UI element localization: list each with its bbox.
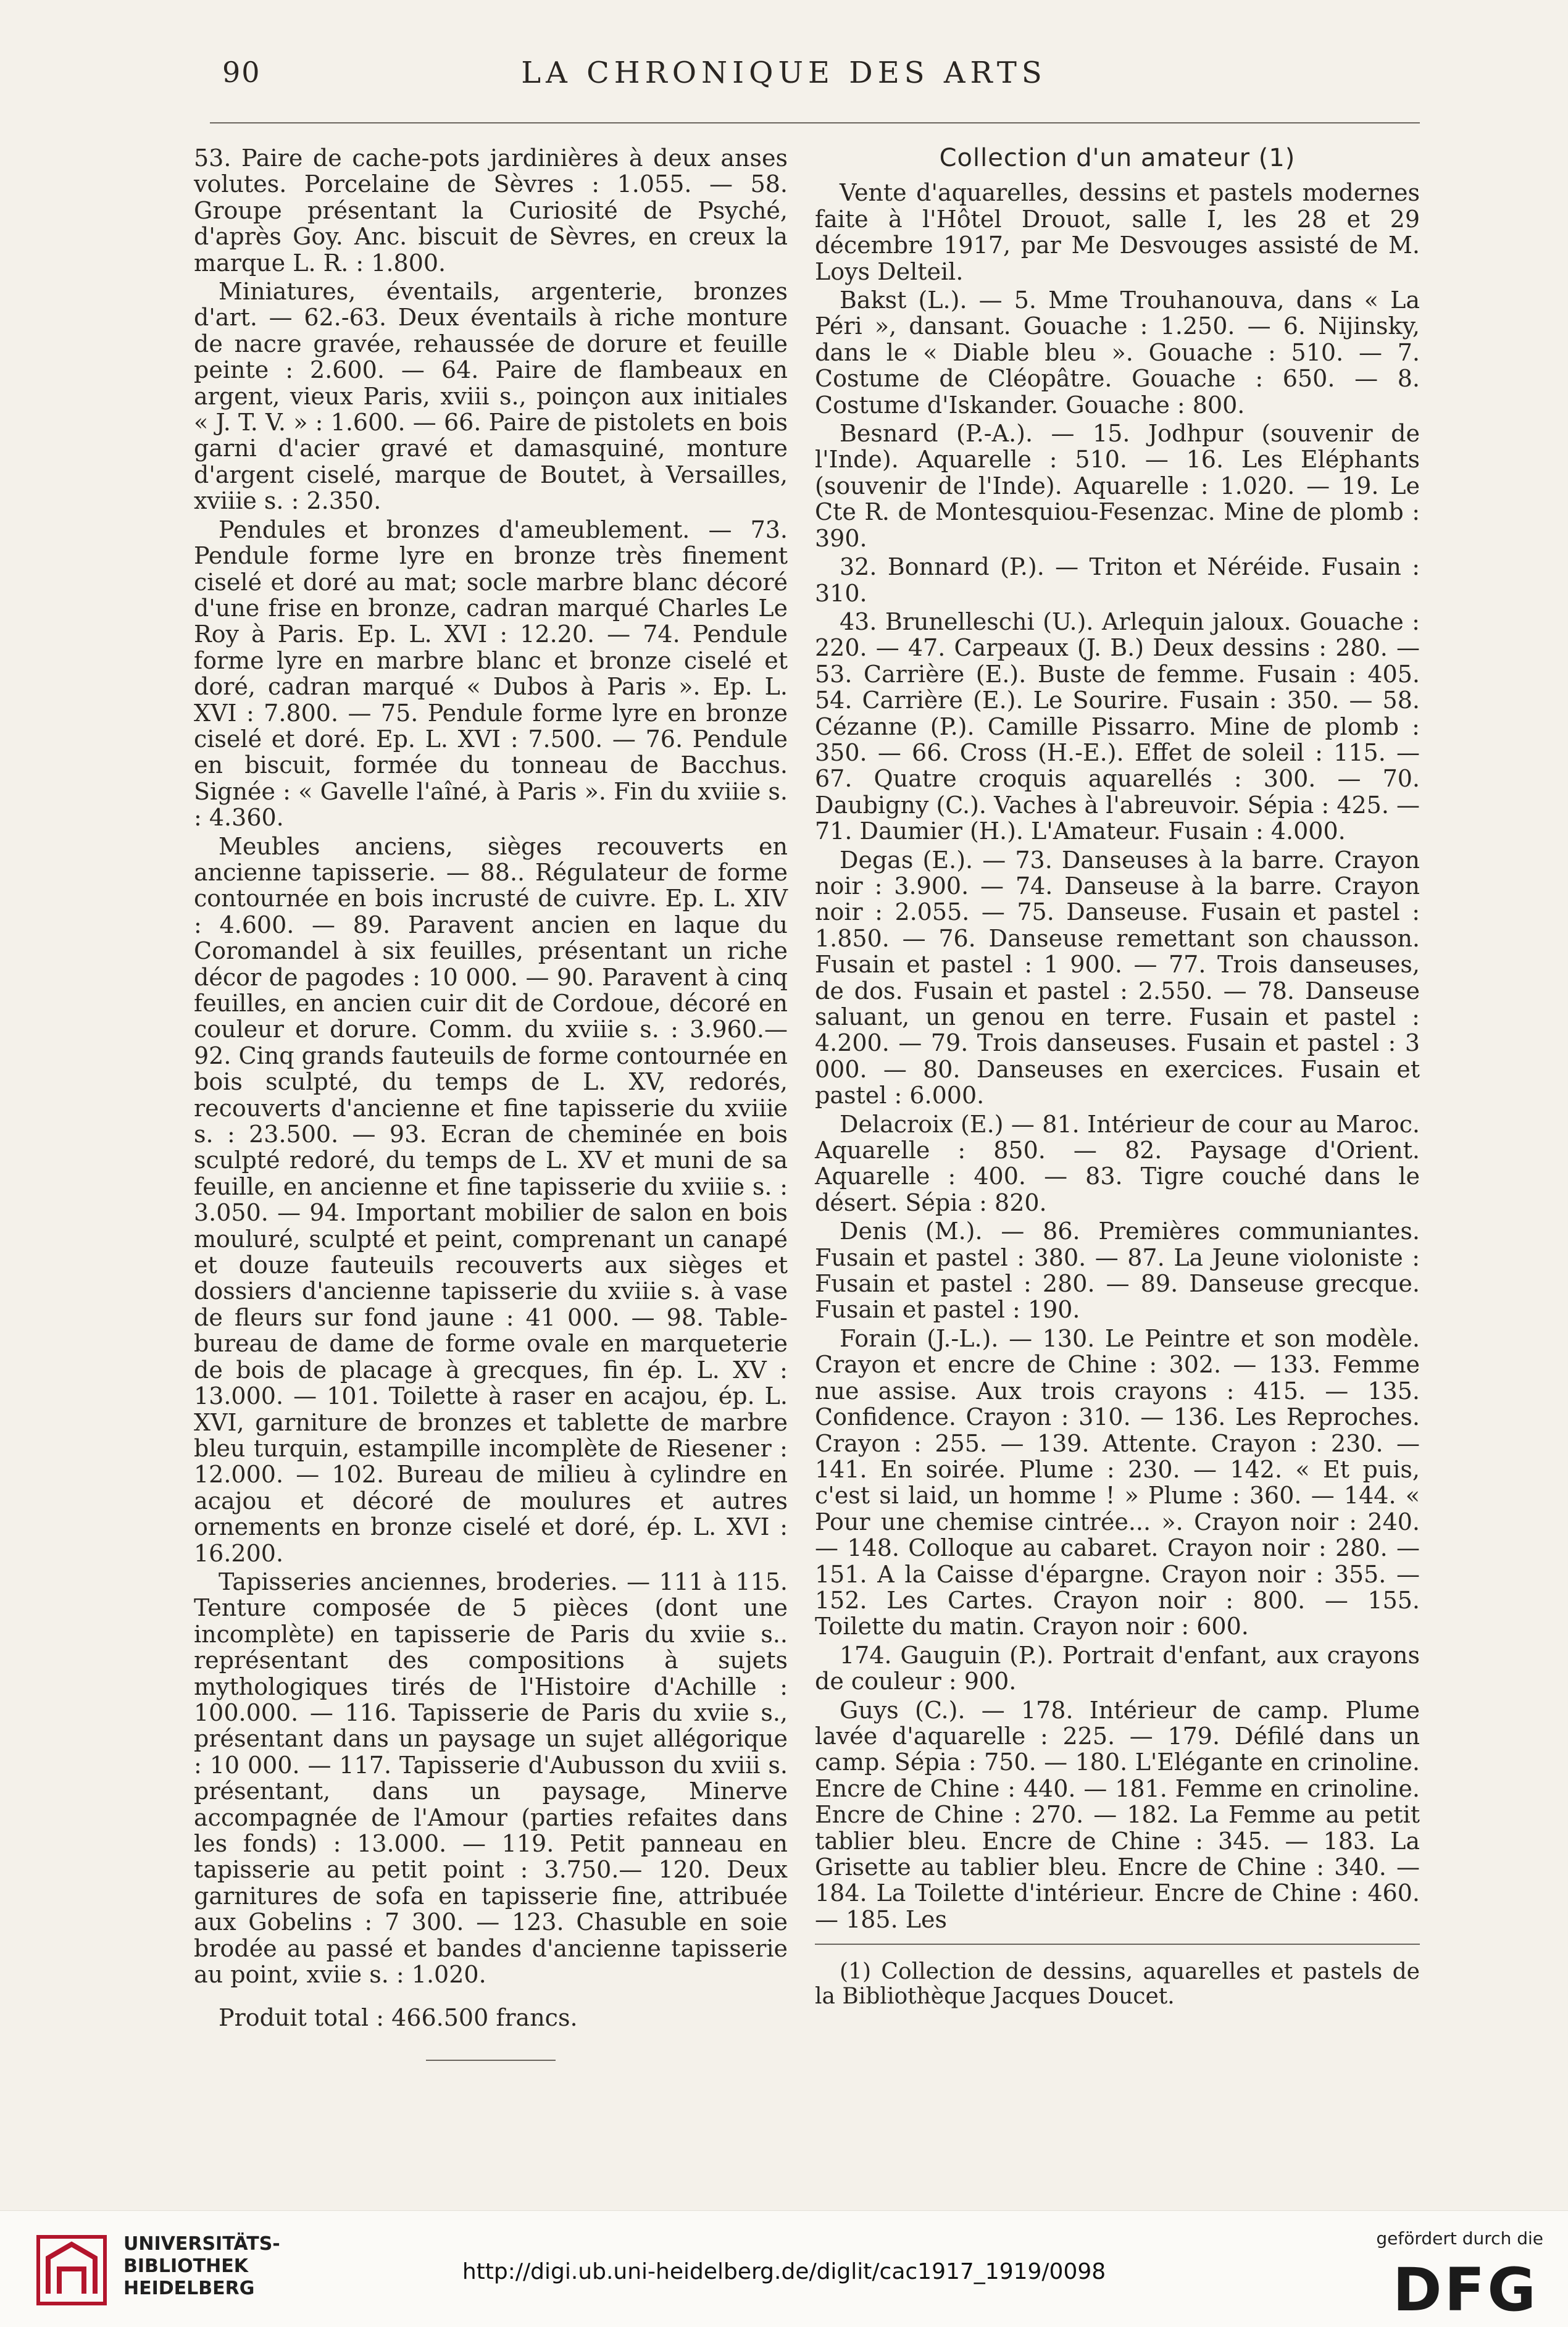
- left-paragraph-tapisseries: Tapisseries anciennes, broderies. — 111 à 115. Tenture composée de 5 pièces (dont une incomplète) en tapisserie de Paris du xviie s.. représentant des compositions à sujets mythologiques tirés de l'Histoire d'Achille : 100.000. — 116. Tapisserie de Paris du xviie s., présentant dans un paysage un sujet allégorique : 10 000. — 117. Tapisserie d'Aubusson du xviii s. présentant, dans un paysage, Minerve accompagnée de l'Amour (parties refaites dans les fonds) : 13.000. — 119. Petit panneau en tapisserie au petit point : 3.750.— 120. Deux garnitures de sofa en tapisserie fine, attribuée aux Gobelins : 7 300. — 123. Chasuble en soie brodée au passé et bandes d'ancienne tapisserie au point, xviie s. : 1.020.: [194, 1568, 788, 1989]
- right-column: [815, 145, 1420, 2009]
- right-paragraph-brunelleschi: 43. Brunelleschi (U.). Arlequin jaloux. Gouache : 220. — 47. Carpeaux (J. B.) Deux dessins : 280. — 53. Carrière (E.). Buste de femme. Fusain : 405. 54. Carrière (E.). Le Sourire. Fusain : 350. — 58. Cézanne (P.). Camille Pissarro. Mine de plomb : 350. — 66. Cross (H.-E.). Effet de soleil : 115. — 67. Quatre croquis aquarellés : 300. — 70. Daubigny (C.). Vaches à l'abreuvoir. Sépia : 425. — 71. Daumier (H.). L'Amateur. Fusain : 4.000.: [815, 608, 1420, 845]
- right-paragraph-degas: Degas (E.). — 73. Danseuses à la barre. Crayon noir : 3.900. — 74. Danseuse à la barre. Crayon noir : 2.055. — 75. Danseuse. Fusain et pastel : 1.850. — 76. Danseuse remettant son chausson. Fusain et pastel : 1 900. — 77. Trois danseuses, de dos. Fusain et pastel : 2.550. — 78. Danseuse saluant, un genou en terre. Fusain et pastel : 4.200. — 79. Trois danseuses. Fusain et pastel : 3 000. — 80. Danseuses en exercices. Fusain et pastel : 6.000.: [815, 846, 1420, 1109]
- left-total: Produit total : 466.500 francs.: [219, 2004, 578, 2032]
- right-paragraph-gauguin: 174. Gauguin (P.). Portrait d'enfant, aux crayons de couleur : 900.: [815, 1641, 1420, 1695]
- dfg-logo[interactable]: DFG: [1392, 2255, 1538, 2325]
- right-paragraph-intro: Vente d'aquarelles, dessins et pastels modernes faite à l'Hôtel Drouot, salle I, les 28 et 29 décembre 1917, par Me Desvouges assisté de M. Loys Delteil.: [815, 179, 1420, 285]
- right-paragraph-delacroix: Delacroix (E.) — 81. Intérieur de cour au Maroc. Aquarelle : 850. — 82. Paysage d'Orient. Aquarelle : 400. — 83. Tigre couché dans le désert. Sépia : 820.: [815, 1110, 1420, 1216]
- left-column: [194, 145, 788, 2061]
- library-name-line3: HEIDELBERG: [123, 2278, 255, 2299]
- left-paragraph-miniatures: Miniatures, éventails, argenterie, bronzes d'art. — 62.-63. Deux éventails à riche monture de nacre gravée, rehaussée de dorure et feuille peinte : 2.600. — 64. Paire de flambeaux en argent, vieux Paris, xviii s., poinçon aux initiales « J. T. V. » : 1.600. — 66. Paire de pistolets en bois garni d'acier gravé et damasquiné, monture d'argent ciselé, marque de Boutet, à Versailles, xviiie s. : 2.350.: [194, 278, 788, 515]
- footnote-text: (1) Collection de dessins, aquarelles et pastels de la Bibliothèque Jacques Doucet.: [815, 1959, 1420, 2010]
- footer-bar: [0, 2210, 1568, 2327]
- left-paragraph-meubles: Meubles anciens, sièges recouverts en ancienne tapisserie. — 88.. Régulateur de forme contournée en bois incrusté de cuivre. Ep. L. XIV : 4.600. — 89. Paravent ancien en laque du Coromandel à six feuilles, présentant un riche décor de pagodes : 10 000. — 90. Paravent à cinq feuilles, en ancien cuir dit de Cordoue, décoré en couleur et dorure. Comm. du xviiie s. : 3.960.— 92. Cinq grands fauteuils de forme contournée en bois sculpté, du temps de L. XV, redorés, recouverts d'ancienne et fine tapisserie du xviiie s. : 23.500. — 93. Ecran de cheminée en bois sculpté redoré, du temps de L. XV et muni de sa feuille, en ancienne et fine tapisserie du xviiie s. : 3.050. — 94. Important mobilier de salon en bois mouluré, sculpté et peint, comprenant un canapé et douze fauteuils recouverts aux sièges et dossiers d'ancienne tapisserie du xviiie s. à vase de fleurs sur fond jaune : 41 000. — 98. Table-bureau de dame de forme ovale en marqueterie de bois de placage à grecques, fin ép. L. XV : 13.000. — 101. Toilette à raser en acajou, ép. L. XVI, garniture de bronzes et tablette de marbre bleu turquin, estampille incomplète de Riesener : 12.000. — 102. Bureau de milieu à cylindre en acajou et décoré de moulures et autres ornements en bronze ciselé et doré, ép. L. XVI : 16.200.: [194, 832, 788, 1567]
- funded-by-text: gefördert durch die: [1376, 2228, 1543, 2249]
- library-name-line1: UNIVERSITÄTS-: [123, 2233, 280, 2255]
- left-paragraph-pendules: Pendules et bronzes d'ameublement. — 73. Pendule forme lyre en bronze très finement ciselé et doré au mat; socle marbre blanc décoré d'une frise en bronze, cadran marqué Charles Le Roy à Paris. Ep. L. XVI : 12.20. — 74. Pendule forme lyre en marbre blanc et bronze ciselé et doré, cadran marqué « Dubos à Paris ». Ep. L. XVI : 7.800. — 75. Pendule forme lyre en bronze ciselé et doré. Ep. L. XVI : 7.500. — 76. Pendule en biscuit, formée du tonneau de Bacchus. Signée : « Gavelle l'aîné, à Paris ». Fin du xviiie s. : 4.360.: [194, 516, 788, 832]
- right-paragraph-denis: Denis (M.). — 86. Premières communiantes. Fusain et pastel : 380. — 87. La Jeune violoniste : Fusain et pastel : 280. — 89. Danseuse grecque. Fusain et pastel : 190.: [815, 1218, 1420, 1324]
- section-title: Collection d'un amateur (1): [939, 144, 1296, 172]
- footnote: [815, 1960, 1420, 2009]
- page-header: [0, 49, 1568, 99]
- left-end-rule: [426, 2060, 556, 2061]
- source-url-link[interactable]: http://digi.ub.uni-heidelberg.de/diglit/cac1917_1919/0098: [462, 2259, 1106, 2284]
- left-paragraph-porcelain: 53. Paire de cache-pots jardinières à deux anses volutes. Porcelaine de Sèvres : 1.055. — 58. Groupe présentant la Curiosité de Psyché, d'après Goy. Anc. biscuit de Sèvres, en creux la marque L. R. : 1.800.: [194, 144, 788, 277]
- page-number: 90: [222, 56, 261, 89]
- running-title: LA CHRONIQUE DES ARTS: [521, 56, 1047, 90]
- right-paragraph-guys: Guys (C.). — 178. Intérieur de camp. Plume lavée d'aquarelle : 225. — 179. Défilé dans un camp. Sépia : 750. — 180. L'Elégante en crinoline. Encre de Chine : 440. — 181. Femme en crinoline. Encre de Chine : 270. — 182. La Femme au petit tablier bleu. Encre de Chine : 345. — 183. La Grisette au tablier bleu. Encre de Chine : 340. — 184. La Toilette d'intérieur. Encre de Chine : 460. — 185. Les: [815, 1696, 1420, 1933]
- header-rule: [210, 122, 1420, 123]
- right-paragraph-bakst: Bakst (L.). — 5. Mme Trouhanouva, dans « La Péri », dansant. Gouache : 1.250. — 6. Nijinsky, dans le « Diable bleu ». Gouache : 510. — 7. Costume de Cléopâtre. Gouache : 650. — 8. Costume d'Iskander. Gouache : 800.: [815, 286, 1420, 419]
- library-name-line2: BIBLIOTHEK: [123, 2255, 248, 2277]
- right-paragraph-besnard: Besnard (P.-A.). — 15. Jodhpur (souvenir de l'Inde). Aquarelle : 510. — 16. Les Eléphants (souvenir de l'Inde). Aquarelle : 1.020. — 19. Le Cte R. de Montesquiou-Fesenzac. Mine de plomb : 390.: [815, 420, 1420, 552]
- footnote-rule: [815, 1944, 1420, 1945]
- right-paragraph-forain: Forain (J.-L.). — 130. Le Peintre et son modèle. Crayon et encre de Chine : 302. — 133. Femme nue assise. Aux trois crayons : 415. — 135. Confidence. Crayon : 310. — 136. Les Reproches. Crayon : 255. — 139. Attente. Crayon : 230. — 141. En soirée. Plume : 230. — 142. « Et puis, c'est si laid, un homme ! » Plume : 360. — 144. « Pour une chemise cintrée... ». Crayon noir : 240. — 148. Colloque au cabaret. Crayon noir : 280. — 151. A la Caisse d'épargne. Crayon noir : 355. — 152. Les Cartes. Crayon noir : 800. — 155. Toilette du matin. Crayon noir : 600.: [815, 1324, 1420, 1640]
- right-paragraph-bonnard: 32. Bonnard (P.). — Triton et Néréide. Fusain : 310.: [815, 553, 1420, 607]
